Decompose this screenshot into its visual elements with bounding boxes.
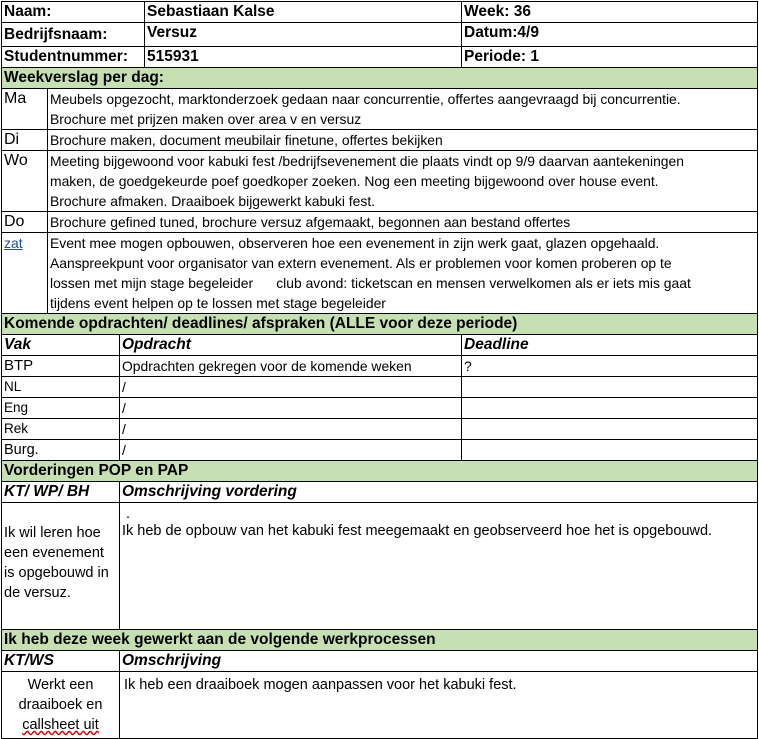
- day-row-wo: [2, 151, 758, 212]
- day-text-line: tijdens event helpen op te lossen met stage begeleider: [50, 295, 386, 311]
- vak-cell: Burg.: [2, 440, 120, 461]
- day-label: Ma: [2, 89, 48, 130]
- day-text: [48, 233, 758, 314]
- opdrachten-title: Komende opdrachten/ deadlines/ afspraken (ALLE voor deze periode): [2, 314, 758, 335]
- opdrachten-section-row: [2, 314, 758, 335]
- opdracht-cell: /: [120, 398, 462, 419]
- werkprocessen-kt-line: Werkt een: [27, 677, 94, 693]
- day-text-line: maken, de goedgekeurde poef goedkoper zoeken. Nog een meeting bijgewoond over house event.: [50, 173, 659, 189]
- weekverslag-section-row: [2, 68, 758, 89]
- col-kt-header: KT/ WP/ BH: [2, 482, 120, 503]
- col-vak-header: Vak: [2, 335, 120, 356]
- weekverslag-sheet: [1, 1, 758, 739]
- opdracht-cell: /: [120, 377, 462, 398]
- day-text-line: Meubels opgezocht, marktonderzoek gedaan naar concurrentie, offertes aangevraagd bij concurrentie.: [50, 91, 681, 107]
- col-opdracht-header: Opdracht: [120, 335, 462, 356]
- pop-kt-line: de versuz.: [4, 585, 71, 601]
- col-omschrijving-header: Omschrijving: [120, 651, 758, 672]
- periode-cell: Periode: 1: [462, 47, 758, 68]
- header-row-bedrijf: [2, 23, 758, 47]
- day-text-line: Brochure met prijzen maken over area v en versuz: [50, 111, 362, 127]
- deadline-cell: [462, 419, 758, 440]
- vak-cell: Rek: [2, 419, 120, 440]
- header-row-naam: [2, 2, 758, 23]
- day-text-line: Meeting bijgewoond voor kabuki fest /bedrijfsevenement die plaats vindt op 9/9 daarvan aantekeningen: [50, 153, 684, 169]
- col-omschrijving-vordering-header: Omschrijving vordering: [120, 482, 758, 503]
- vak-cell: NL: [2, 377, 120, 398]
- opdracht-cell: /: [120, 419, 462, 440]
- deadline-cell: [462, 377, 758, 398]
- day-row-ma: [2, 89, 758, 130]
- werkprocessen-header-row: [2, 651, 758, 672]
- werkprocessen-kt-line: draaiboek en: [18, 697, 103, 713]
- opdracht-cell: /: [120, 440, 462, 461]
- week-cell: Week: 36: [462, 2, 758, 23]
- weekverslag-title: Weekverslag per dag:: [2, 68, 758, 89]
- table-row: [2, 398, 758, 419]
- day-text-line: Aanspreekpunt voor organisator van extern evenement. Als er problemen voor komen proberen op te: [50, 255, 672, 271]
- werkprocessen-omschrijving-text: Ik heb een draaiboek mogen aanpassen voor het kabuki fest.: [120, 672, 758, 739]
- opdracht-cell: Opdrachten gekregen voor de komende weken: [120, 356, 462, 377]
- header-row-student: [2, 47, 758, 68]
- werkprocessen-title: Ik heb deze week gewerkt aan de volgende werkprocessen: [2, 630, 758, 651]
- deadline-cell: ?: [462, 356, 758, 377]
- pop-title: Vorderingen POP en PAP: [2, 461, 758, 482]
- col-ktws-header: KT/WS: [2, 651, 120, 672]
- day-row-di: [2, 130, 758, 151]
- pop-kt-cell: [2, 503, 120, 630]
- table-row: [2, 377, 758, 398]
- day-row-zat: [2, 233, 758, 314]
- day-label-cell: [2, 233, 48, 314]
- col-deadline-header: Deadline: [462, 335, 758, 356]
- datum-cell: Datum:4/9: [462, 23, 758, 47]
- naam-value: Sebastiaan Kalse: [145, 2, 462, 23]
- pop-omschrijving-cell: [120, 503, 758, 630]
- day-text-line: Event mee mogen opbouwen, observeren hoe een evenement in zijn werk gaat, glazen opgehaald.: [50, 235, 660, 251]
- pop-section-row: [2, 461, 758, 482]
- bedrijf-value: Versuz: [145, 23, 462, 47]
- bedrijf-label: Bedrijfsnaam:: [2, 23, 145, 47]
- day-label: Di: [2, 130, 48, 151]
- day-row-do: [2, 212, 758, 233]
- pop-kt-line: is opgebouwd in: [4, 565, 109, 581]
- pop-kt-line: Ik wil leren hoe: [4, 525, 101, 541]
- day-text-line: Brochure gefined tuned, brochure versuz afgemaakt, begonnen aan bestand offertes: [50, 214, 571, 230]
- day-label-link[interactable]: zat: [4, 235, 23, 251]
- vak-cell: BTP: [2, 356, 120, 377]
- day-text: [48, 151, 758, 212]
- day-label: Do: [2, 212, 48, 233]
- student-value: 515931: [145, 47, 462, 68]
- pop-header-row: [2, 482, 758, 503]
- student-label: Studentnummer:: [2, 47, 145, 68]
- day-label: Wo: [2, 151, 48, 212]
- table-row: [2, 440, 758, 461]
- pop-dot: .: [126, 506, 131, 522]
- werkprocessen-kt-line: callsheet uit: [22, 717, 99, 733]
- pop-kt-line: een evenement: [4, 545, 104, 561]
- werkprocessen-kt-cell: [2, 672, 120, 739]
- table-row: [2, 419, 758, 440]
- naam-label: Naam:: [2, 2, 145, 23]
- day-text: [48, 89, 758, 130]
- day-text-line: Brochure maken, document meubilair finetune, offertes bekijken: [50, 132, 443, 148]
- werkprocessen-section-row: [2, 630, 758, 651]
- day-text: [48, 130, 758, 151]
- pop-content-row: [2, 503, 758, 630]
- opdrachten-header-row: [2, 335, 758, 356]
- werkprocessen-content-row: [2, 672, 758, 739]
- deadline-cell: [462, 398, 758, 419]
- pop-omschrijving-text: Ik heb de opbouw van het kabuki fest meegemaakt en geobserveerd hoe het is opgebouwd.: [122, 523, 713, 539]
- day-text-line: lossen met mijn stage begeleider club avond: ticketscan en mensen verwelkomen als er iets mis gaat: [50, 275, 691, 291]
- table-row: [2, 356, 758, 377]
- day-text: [48, 212, 758, 233]
- deadline-cell: [462, 440, 758, 461]
- day-text-line: Brochure afmaken. Draaiboek bijgewerkt kabuki fest.: [50, 193, 376, 209]
- vak-cell: Eng: [2, 398, 120, 419]
